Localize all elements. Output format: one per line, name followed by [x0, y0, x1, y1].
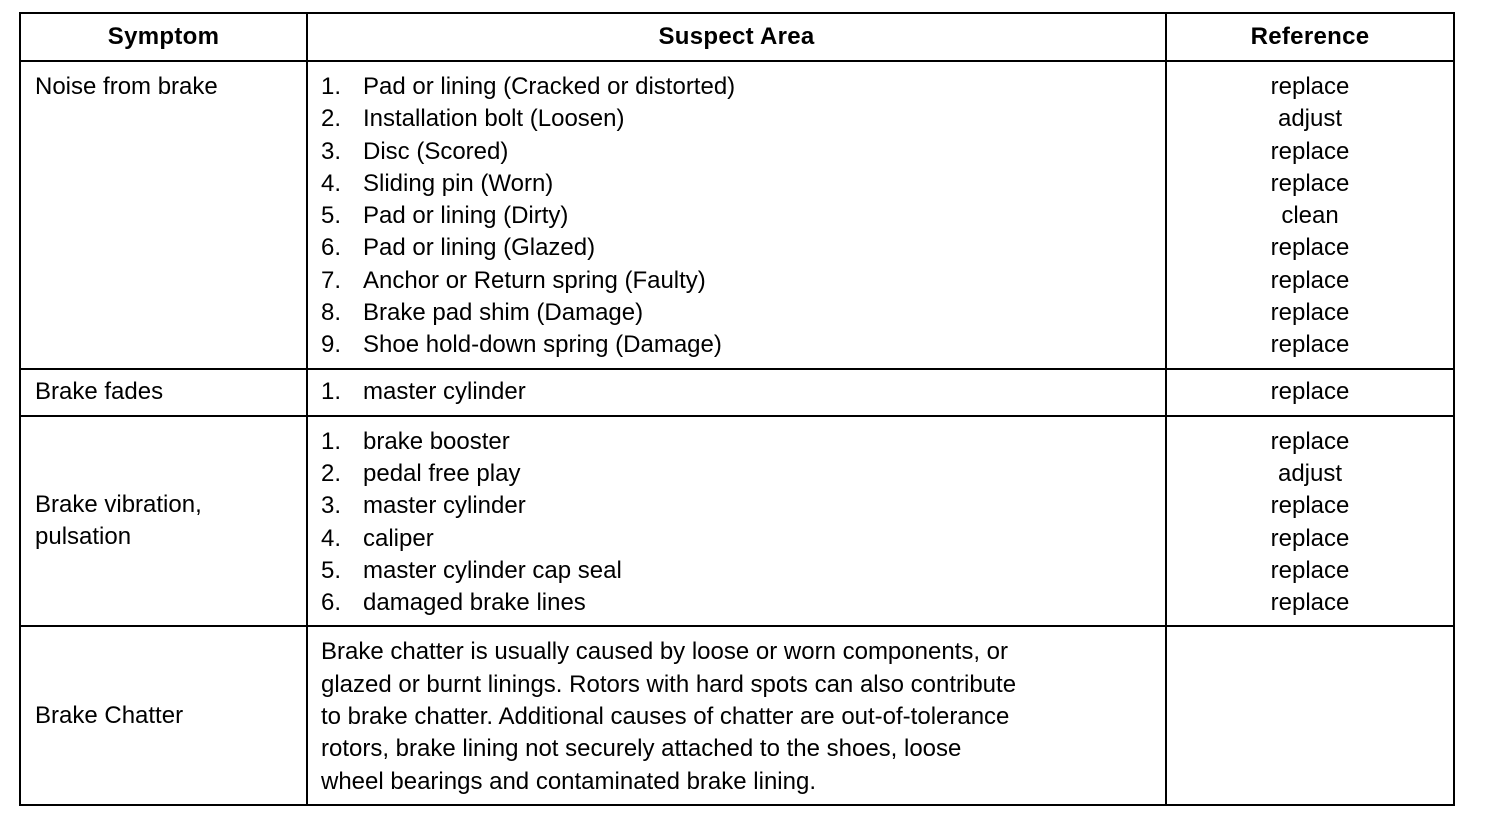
- reference-cell: [1166, 626, 1454, 804]
- reference-value: replace: [1270, 378, 1350, 406]
- symptom-line: Brake vibration,: [35, 491, 202, 519]
- list-item: 4. caliper: [321, 524, 434, 552]
- list-item: 5. master cylinder cap seal: [321, 556, 622, 584]
- reference-cell: [1166, 416, 1454, 627]
- paragraph-line: glazed or burnt linings. Rotors with hard spots can also contribute: [321, 670, 1017, 698]
- description-paragraph: [321, 636, 1165, 797]
- reference-value: replace: [1270, 589, 1350, 617]
- table-row-noise-from-brake: [20, 61, 1454, 369]
- suspect-area-cell: [307, 416, 1166, 627]
- reference-value: adjust: [1277, 105, 1343, 133]
- table-row-brake-chatter: [20, 626, 1454, 804]
- header-row: [20, 13, 1454, 61]
- reference-value: replace: [1270, 73, 1350, 100]
- list-item: 7. Anchor or Return spring (Faulty): [321, 266, 706, 294]
- reference-value: replace: [1270, 299, 1350, 327]
- list-item: 4. Sliding pin (Worn): [321, 169, 554, 197]
- symptom-cell: Brake Chatter: [20, 626, 307, 804]
- header-suspect-area: Suspect Area: [307, 13, 1166, 61]
- reference-value: replace: [1270, 234, 1350, 262]
- reference-value: clean: [1281, 202, 1339, 230]
- paragraph-line: wheel bearings and contaminated brake lining.: [321, 767, 816, 795]
- reference-value: replace: [1270, 169, 1350, 197]
- reference-value: adjust: [1277, 459, 1343, 487]
- reference-value: replace: [1270, 524, 1350, 552]
- reference-value: replace: [1270, 556, 1350, 584]
- suspect-area-cell: [307, 626, 1166, 804]
- list-item: 8. Brake pad shim (Damage): [321, 299, 644, 327]
- header-symptom: Symptom: [20, 13, 307, 61]
- reference-cell: [1166, 369, 1454, 416]
- list-item: 5. Pad or lining (Dirty): [321, 202, 569, 230]
- symptom-cell: [20, 416, 307, 627]
- list-item: 1. master cylinder: [321, 378, 526, 406]
- reference-value: replace: [1270, 427, 1350, 455]
- reference-value: replace: [1270, 492, 1350, 520]
- symptom-cell: Noise from brake: [20, 61, 307, 369]
- paragraph-line: rotors, brake lining not securely attached to the shoes, loose: [321, 735, 962, 763]
- paragraph-line: Brake chatter is usually caused by loose or worn components, or: [321, 638, 1009, 666]
- table-row-brake-vibration: [20, 416, 1454, 627]
- header-reference: Reference: [1166, 13, 1454, 61]
- brake-diagnosis-table: [19, 12, 1455, 806]
- list-item: 3. Disc (Scored): [321, 137, 509, 165]
- list-item: 2. Installation bolt (Loosen): [321, 105, 625, 133]
- symptom-line: pulsation: [35, 523, 132, 551]
- symptom-cell: Brake fades: [20, 369, 307, 416]
- paragraph-line: to brake chatter. Additional causes of chatter are out-of-tolerance: [321, 703, 1010, 731]
- reference-value: replace: [1270, 137, 1350, 165]
- list-item: 9. Shoe hold-down spring (Damage): [321, 331, 722, 359]
- reference-value: replace: [1270, 331, 1350, 359]
- table-row-brake-fades: [20, 369, 1454, 416]
- suspect-area-cell: [307, 369, 1166, 416]
- reference-cell: [1166, 61, 1454, 369]
- list-item: 3. master cylinder: [321, 492, 526, 520]
- list-item: 6. damaged brake lines: [321, 589, 586, 617]
- reference-value: replace: [1270, 266, 1350, 294]
- list-item: 1. brake booster: [321, 427, 510, 455]
- list-item: 6. Pad or lining (Glazed): [321, 234, 596, 262]
- list-item: 2. pedal free play: [321, 459, 521, 487]
- suspect-area-cell: [307, 61, 1166, 369]
- list-item: 1. Pad or lining (Cracked or distorted): [321, 73, 736, 100]
